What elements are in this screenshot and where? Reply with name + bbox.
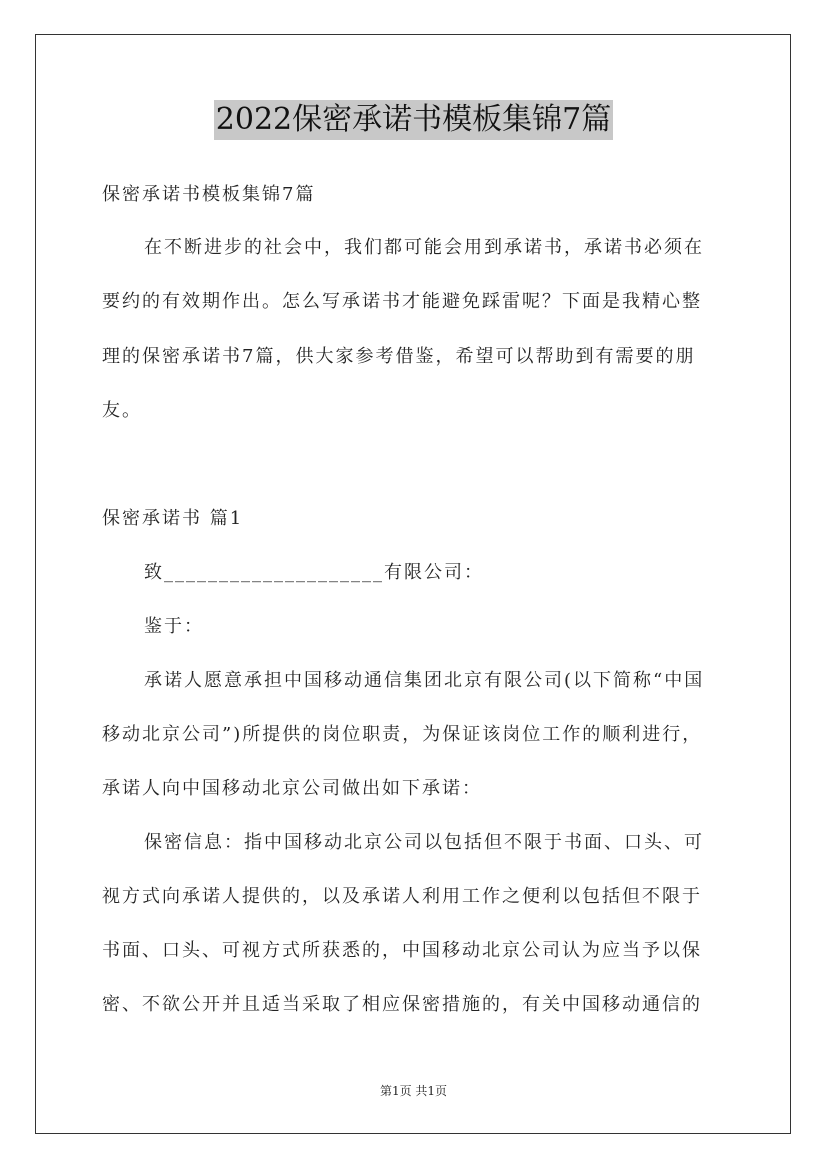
para1-line-1: 承诺人愿意承担中国移动通信集团北京有限公司(以下简称“中国	[144, 670, 705, 691]
intro-line-2: 要约的有效期作出。怎么写承诺书才能避免踩雷呢？下面是我精心整	[102, 291, 702, 312]
intro-line-1: 在不断进步的社会中，我们都可能会用到承诺书，承诺书必须在	[144, 237, 704, 258]
intro-line-4: 友。	[102, 400, 142, 421]
para2-line-4: 密、不欲公开并且适当采取了相应保密措施的，有关中国移动通信的	[102, 994, 702, 1015]
para2-line-3: 书面、口头、可视方式所获悉的，中国移动北京公司认为应当予以保	[102, 940, 702, 961]
intro-line-3: 理的保密承诺书7篇，供大家参考借鉴，希望可以帮助到有需要的朋	[102, 346, 696, 367]
page-footer: 第1页 共1页	[379, 1084, 448, 1098]
subtitle: 保密承诺书模板集锦7篇	[102, 184, 316, 205]
para2-line-1: 保密信息：指中国移动北京公司以包括但不限于书面、口头、可	[144, 832, 704, 853]
whereas-line: 鉴于：	[144, 616, 204, 637]
document-title: 2022保密承诺书模板集锦7篇	[214, 100, 613, 140]
para2-line-2: 视方式向承诺人提供的，以及承诺人利用工作之便利以包括但不限于	[102, 886, 702, 907]
para1-line-2: 移动北京公司”)所提供的岗位职责，为保证该岗位工作的顺利进行，	[102, 724, 703, 745]
para1-line-3: 承诺人向中国移动北京公司做出如下承诺：	[102, 778, 482, 799]
section-heading: 保密承诺书 篇1	[102, 508, 244, 529]
title-wrap	[0, 100, 827, 140]
addressee-line: 致____________________有限公司：	[144, 562, 484, 583]
